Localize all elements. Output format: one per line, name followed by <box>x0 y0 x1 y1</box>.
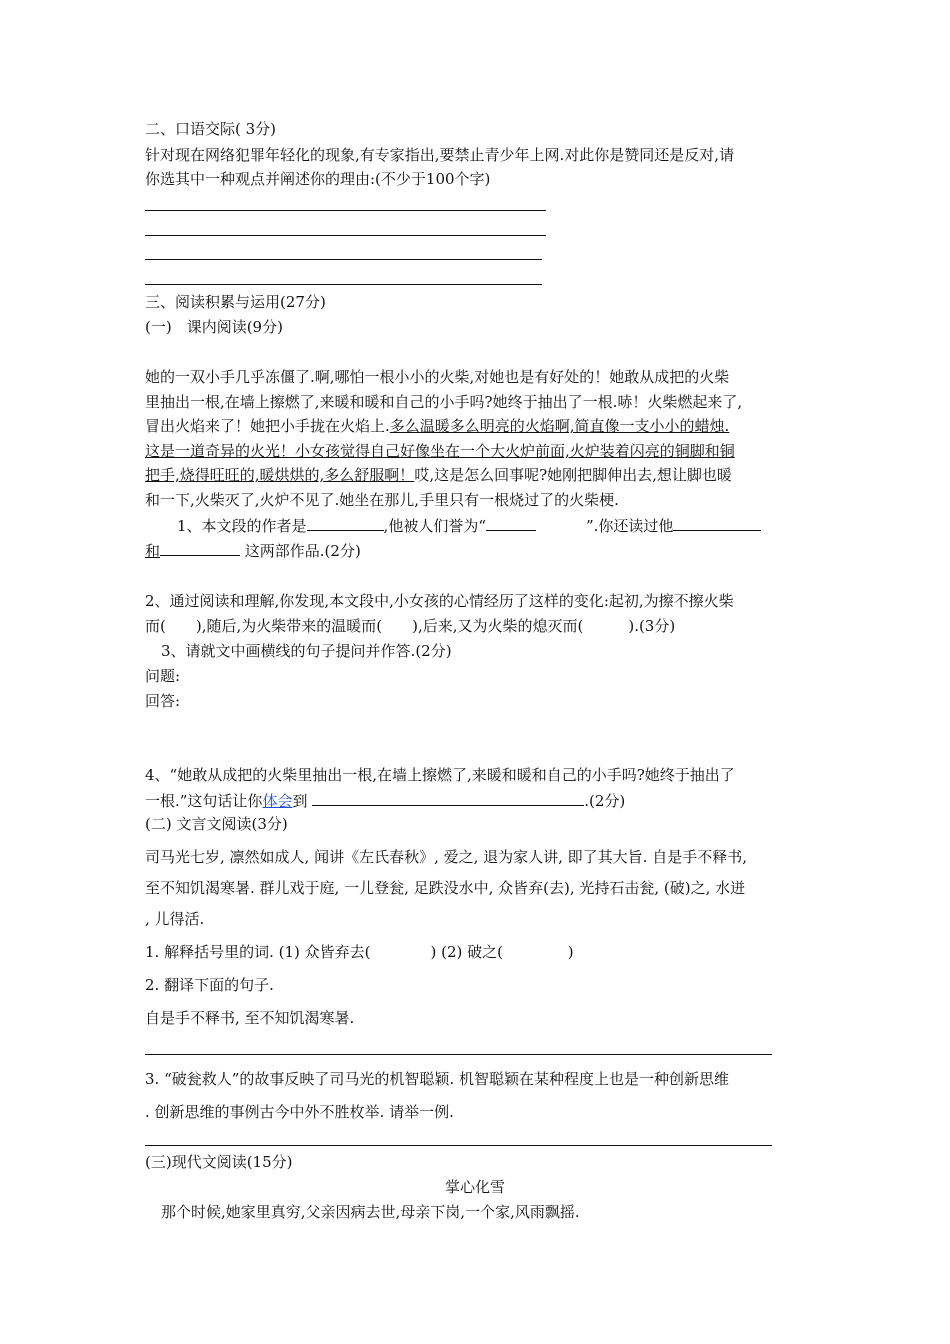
fill-blank-q4[interactable] <box>312 789 584 806</box>
question-3: 3、请就文中画横线的句子提问并作答.(2分) <box>161 642 452 660</box>
passage-line <box>145 415 729 437</box>
answer-line[interactable] <box>145 259 542 260</box>
classical-text-line: 司马光七岁, 凛然如成人, 闻讲《左氏春秋》, 爱之, 退为家人讲, 即了其大旨. 自是手不释书, <box>145 848 747 866</box>
question-1-cont <box>145 539 361 562</box>
fill-blank-author[interactable] <box>307 514 384 531</box>
question-text: 和 <box>145 542 161 560</box>
question-text: 到 <box>292 792 313 810</box>
question-2-line1: 2、通过阅读和理解,你发现,本文段中,小女孩的心情经历了这样的变化:起初,为擦不擦火柴 <box>145 592 734 610</box>
underlined-sentence: 这是一道奇异的火光！小女孩觉得自己好像坐在一个大火炉前面,火炉装着闪亮的铜脚和铜 <box>145 442 735 460</box>
classical-question-3-line2: . 创新思维的事例古今中外不胜枚举. 请举一例. <box>145 1103 454 1121</box>
answer-line[interactable] <box>145 1145 772 1146</box>
article-title: 掌心化雪 <box>444 1178 505 1196</box>
fill-blank-work1[interactable] <box>673 514 761 531</box>
question-text: 这两部作品.(2分) <box>240 542 361 560</box>
question-4-line1: 4、“她敢从成把的火柴里抽出一根,在墙上擦燃了,来暖和暖和自己的小手吗?她终于抽出了 <box>145 766 735 784</box>
classical-text-line: 至不知饥渴寒暑. 群儿戏于庭, 一儿登瓮, 足跌没水中, 众皆弃(去), 光持石击瓮, (破)之, 水迸 <box>145 879 746 897</box>
oral-prompt-line1: 针对现在网络犯罪年轻化的现象,有专家指出,要禁止青少年上网.对此你是赞同还是反对,请 <box>145 146 735 164</box>
passage-line: 和一下,火柴灭了,火炉不见了.她坐在那儿,手里只有一根烧过了的火柴梗. <box>145 491 619 509</box>
classical-text-line: , 儿得活. <box>145 910 205 928</box>
underlined-sentence: 把手,烧得旺旺的,暖烘烘的,多么舒服啊！ <box>145 466 415 484</box>
question-2-line2: 而( ),随后,为火柴带来的温暖而( ),后来,又为火柴的熄灭而( ).(3分) <box>145 617 676 635</box>
passage-line <box>145 464 732 486</box>
subsection-heading-in-class: (一) 课内阅读(9分) <box>145 318 283 336</box>
classical-question-3-line1: 3. “破瓮救人”的故事反映了司马光的机智聪颖. 机智聪颖在某种程度上也是一种创新思维 <box>145 1070 729 1088</box>
fill-blank-work2[interactable] <box>160 539 240 556</box>
answer-line[interactable] <box>145 1054 772 1055</box>
question-3-answer-label: 回答: <box>145 692 181 710</box>
hyperlink-tihui[interactable]: 体会 <box>262 792 293 810</box>
section-heading-reading: 三、阅读积累与运用(27分) <box>145 293 326 311</box>
passage-text: 冒出火焰来了！她把小手拢在火焰上. <box>145 417 390 435</box>
question-text: 一根.”这句话让你 <box>145 792 263 810</box>
passage-line: 里抽出一根,在墙上擦燃了,来暖和暖和自己的小手吗?她终于抽出了一根.哧！火柴燃起来了, <box>145 393 743 411</box>
article-paragraph: 那个时候,她家里真穷,父亲因病去世,母亲下岗,一个家,风雨飘摇. <box>161 1203 580 1221</box>
classical-question-1: 1. 解释括号里的词. (1) 众皆弃去( ) (2) 破之( ) <box>145 943 574 961</box>
oral-prompt-line2: 你选其中一种观点并阐述你的理由:(不少于100个字) <box>145 170 491 188</box>
fill-blank-title[interactable] <box>486 514 536 531</box>
subsection-heading-classical: (二) 文言文阅读(3分) <box>145 815 288 833</box>
underlined-sentence: 多么温暖多么明亮的火焰啊,简直像一支小小的蜡烛. <box>389 417 730 435</box>
passage-text: 哎,这是怎么回事呢?她刚把脚伸出去,想让脚也暖 <box>414 466 732 484</box>
answer-line[interactable] <box>145 235 546 236</box>
question-3-ask-label: 问题: <box>145 667 181 685</box>
answer-line[interactable] <box>145 210 546 211</box>
question-text: ”.你还读过他 <box>585 517 674 535</box>
question-text: .(2分) <box>584 792 626 810</box>
passage-line: 她的一双小手几乎冻僵了.啊,哪怕一根小小的火柴,对她也是有好处的！她敢从成把的火柴 <box>145 368 730 386</box>
section-heading-oral: 二、口语交际( 3分) <box>145 120 277 138</box>
classical-question-2: 2. 翻译下面的句子. <box>145 976 274 994</box>
question-1 <box>177 514 761 537</box>
question-4-line2 <box>145 789 625 812</box>
answer-line[interactable] <box>145 284 542 285</box>
subsection-heading-modern: (三)现代文阅读(15分) <box>145 1153 293 1171</box>
classical-sentence: 自是手不释书, 至不知饥渴寒暑. <box>145 1009 355 1027</box>
question-text: ,他被人们誉为“ <box>383 517 486 535</box>
question-text: 1、本文段的作者是 <box>177 517 307 535</box>
